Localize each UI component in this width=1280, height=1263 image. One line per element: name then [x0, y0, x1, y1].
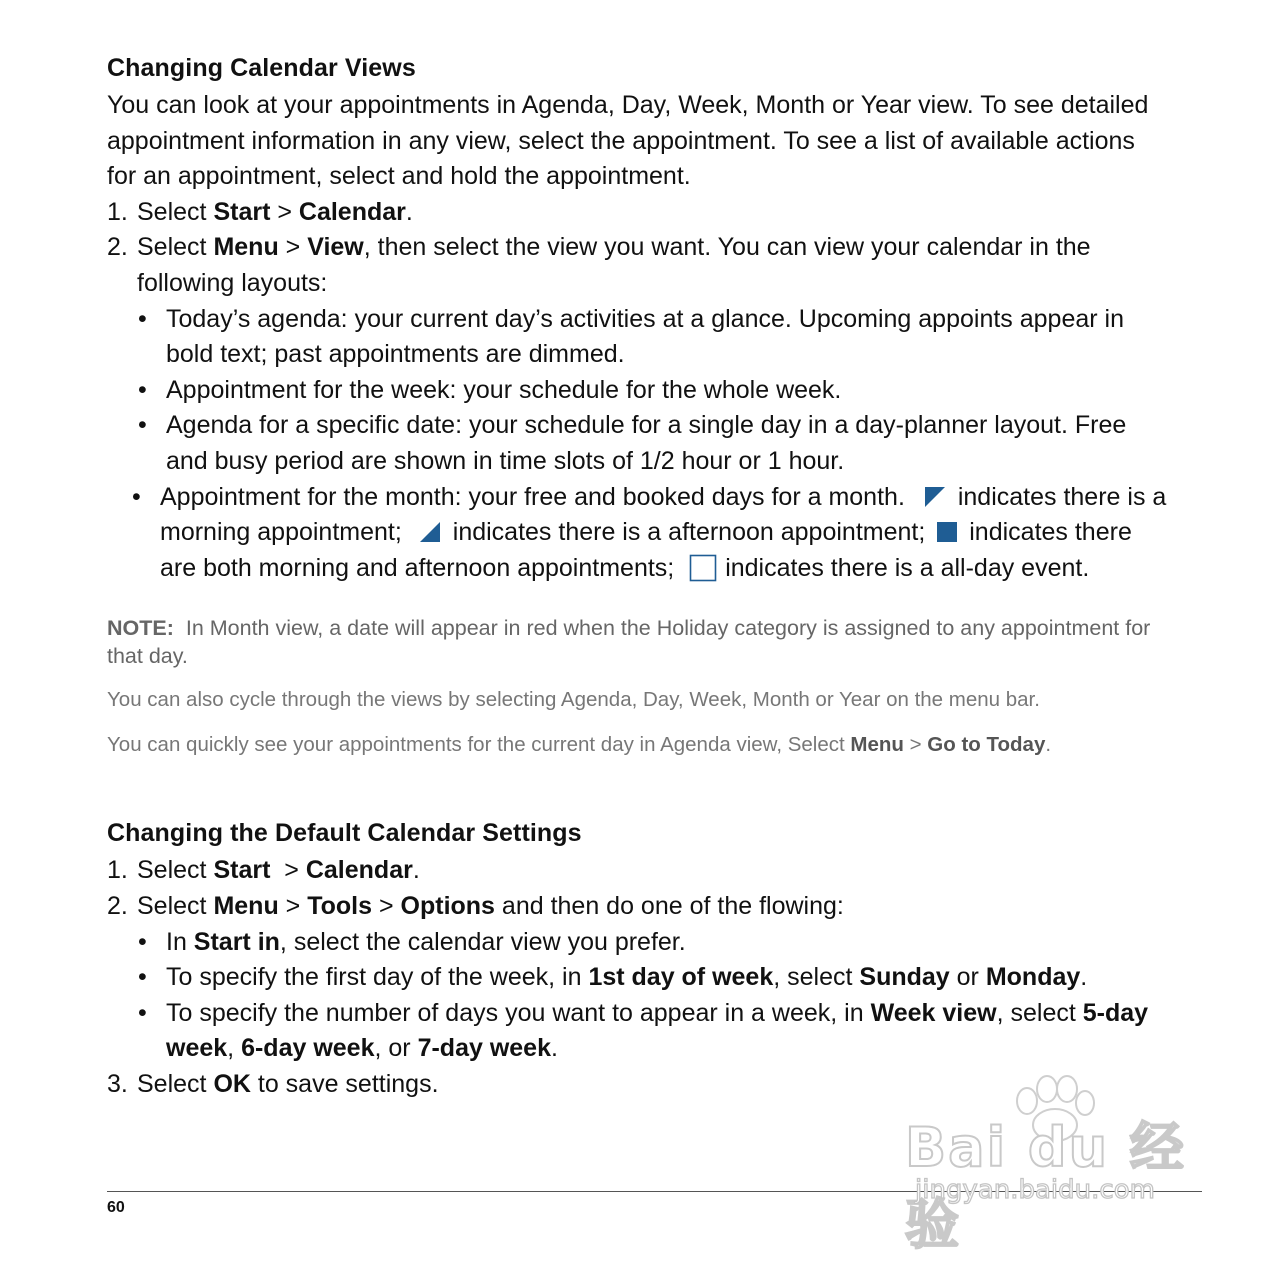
step-1: 1. Select Start > Calendar. — [107, 195, 1167, 231]
step-3: 3. Select OK to save settings. — [107, 1067, 1167, 1103]
all-day-outline-icon — [689, 554, 717, 582]
bullet-icon: • — [138, 963, 147, 992]
step-number: 3. — [107, 1069, 128, 1098]
step-2: 2. Select Menu > Tools > Options and then do one of the flowing: — [107, 889, 1167, 925]
section-title-default-settings: Changing the Default Calendar Settings — [107, 819, 582, 848]
watermark-url: jingyan.baidu.com — [915, 1175, 1155, 1205]
bullet-icon: • — [138, 927, 147, 956]
cycle-views-text: You can also cycle through the views by selecting Agenda, Day, Week, Month or Year on the menu bar. — [107, 688, 1040, 712]
watermark — [905, 1075, 1205, 1256]
bullet-icon: • — [138, 304, 147, 333]
step-number: 2. — [107, 233, 128, 262]
list-item: • Today’s agenda: your current day’s activities at a glance. Upcoming appoints appear in bold text; past appointments are dimmed. — [107, 302, 1167, 373]
step-1: 1. Select Start > Calendar. — [107, 853, 1167, 889]
watermark-brand: Bai du 经验 — [905, 1116, 1186, 1256]
list-item: • Agenda for a specific date: your schedule for a single day in a day-planner layout. Free and busy period are shown in time slots of 1/2 hour or 1 hour. — [107, 408, 1167, 479]
afternoon-triangle-icon — [419, 521, 441, 543]
list-item: • To specify the first day of the week, in 1st day of week, select Sunday or Monday. — [107, 960, 1167, 996]
note-paragraph: NOTE: In Month view, a date will appear in red when the Holiday category is assigned to any appointment for that day. — [107, 616, 1151, 669]
list-item-month: • Appointment for the month: your free and booked days for a month. indicates there is a morning appointment; indicates there is a afternoon appointment; indicates there are both morning and afternoon appointments; indicates there is a all-day event. — [107, 480, 1167, 587]
go-to-today-text: You can quickly see your appointments for the current day in Agenda view, Select Menu > Go to Today. — [107, 733, 1052, 757]
bullet-icon: • — [138, 998, 147, 1027]
step-2: 2. Select Menu > View, then select the view you want. You can view your calendar in the following layouts: — [107, 230, 1167, 301]
list-item: • To specify the number of days you want to appear in a week, in Week view, select 5-day week, 6-day week, or 7-day week. — [107, 996, 1167, 1067]
document-page — [107, 52, 1167, 1102]
step-number: 2. — [107, 891, 128, 920]
both-square-icon — [936, 521, 958, 543]
bullet-icon: • — [138, 411, 147, 440]
step-number: 1. — [107, 197, 128, 226]
step-number: 1. — [107, 856, 128, 885]
section-title-calendar-views: Changing Calendar Views — [107, 54, 416, 82]
note-label: NOTE: — [107, 616, 174, 641]
list-item: • Appointment for the week: your schedule for the whole week. — [107, 373, 1167, 409]
page-number: 60 — [107, 1199, 125, 1216]
intro-paragraph: You can look at your appointments in Agenda, Day, Week, Month or Year view. To see detailed appointment information in any view, select the appointment. To see a list of available actions for an appointment, select and hold the appointment. — [107, 91, 1149, 191]
list-item: • In Start in, select the calendar view you prefer. — [107, 925, 1167, 961]
morning-triangle-icon — [924, 486, 946, 508]
bullet-icon: • — [138, 375, 147, 404]
bullet-icon: • — [132, 482, 141, 511]
